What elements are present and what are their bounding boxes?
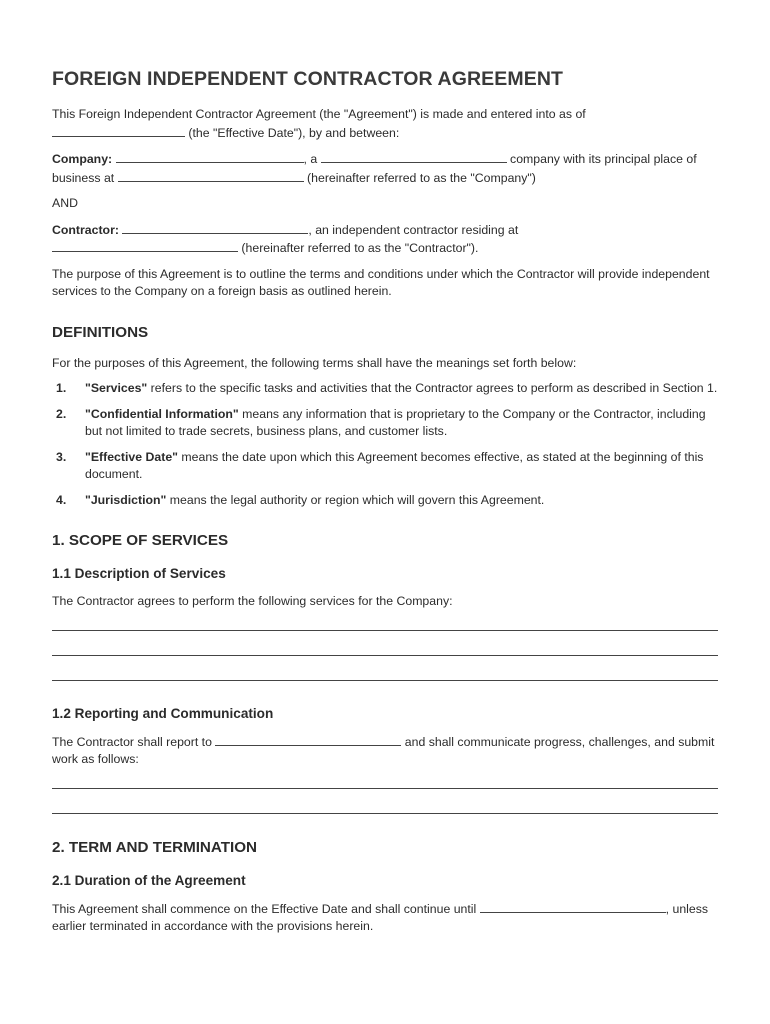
- company-label: Company:: [52, 152, 113, 166]
- definition-term: "Jurisdiction": [85, 492, 167, 507]
- definitions-intro: For the purposes of this Agreement, the following terms shall have the meanings set forth below:: [52, 355, 577, 370]
- section-1-heading: 1. SCOPE OF SERVICES: [52, 532, 229, 549]
- contractor-name-blank[interactable]: [122, 221, 308, 234]
- definition-item: [52, 380, 718, 398]
- definition-number: 1.: [56, 381, 67, 395]
- reporting-blank-line-1[interactable]: [52, 788, 718, 789]
- section-1-2-text: [52, 733, 718, 769]
- definition-text: means the date upon which this Agreement becomes effective, as stated at the beginning of this document.: [85, 449, 704, 481]
- section-1-1-text: The Contractor agrees to perform the following services for the Company:: [52, 594, 453, 608]
- definition-text: refers to the specific tasks and activities that the Contractor agrees to perform as described in Section 1.: [147, 381, 718, 395]
- company-paragraph: [52, 150, 718, 187]
- definition-term: "Confidential Information": [85, 406, 239, 421]
- definition-text: means the legal authority or region which will govern this Agreement.: [166, 492, 545, 507]
- section-2-1-heading: 2.1 Duration of the Agreement: [52, 872, 246, 888]
- section-1-1-heading: 1.1 Description of Services: [52, 566, 226, 581]
- definition-term: "Effective Date": [85, 449, 178, 464]
- definition-item: [52, 406, 718, 441]
- definitions-heading: DEFINITIONS: [52, 323, 149, 341]
- report-to-blank[interactable]: [215, 733, 401, 746]
- end-date-blank[interactable]: [480, 900, 666, 913]
- company-address-blank[interactable]: [118, 169, 304, 182]
- services-blank-line-3[interactable]: [52, 680, 718, 681]
- section-2-1-text-after: , unless earlier terminated in accordance with the provisions herein.: [52, 901, 709, 933]
- company-name-blank[interactable]: [116, 150, 304, 163]
- section-2-1-text: [52, 900, 718, 936]
- definition-term: "Services": [85, 381, 148, 395]
- company-text-4: (hereinafter referred to as the "Company"): [303, 170, 536, 185]
- section-1-2-heading: 1.2 Reporting and Communication: [52, 705, 274, 721]
- section-2-heading: 2. TERM AND TERMINATION: [52, 838, 258, 856]
- definition-number: 4.: [56, 492, 67, 507]
- definitions-list: [52, 380, 718, 509]
- effective-date-blank[interactable]: [52, 124, 185, 137]
- definition-number: 2.: [56, 406, 67, 421]
- contractor-label: Contractor:: [52, 222, 119, 237]
- definition-item: [52, 492, 718, 510]
- purpose-paragraph: The purpose of this Agreement is to outline the terms and conditions under which the Contractor will provide independent services to the Company on a foreign basis as outlined herein.: [52, 266, 710, 298]
- company-text-3: company with its principal place of business at: [52, 152, 697, 185]
- intro-paragraph: [52, 106, 718, 142]
- company-text-2: , a: [303, 152, 321, 166]
- section-2-1-text-before: This Agreement shall commence on the Effective Date and shall continue until: [52, 901, 480, 916]
- section-1-2-text-after: and shall communicate progress, challenges, and submit work as follows:: [52, 734, 715, 766]
- and-text: AND: [52, 196, 78, 210]
- section-1-2-text-before: The Contractor shall report to: [52, 734, 216, 749]
- contractor-text-3: (hereinafter referred to as the "Contractor").: [238, 241, 479, 255]
- definition-text: means any information that is proprietary to the Company or the Contractor, including but not limited to trade secrets, business plans, and customer lists.: [85, 406, 706, 438]
- definition-number: 3.: [56, 449, 67, 464]
- intro-line-1: This Foreign Independent Contractor Agreement (the "Agreement") is made and entered into as of: [52, 107, 586, 121]
- services-blank-line-1[interactable]: [52, 630, 718, 631]
- contractor-address-blank[interactable]: [52, 239, 238, 252]
- contractor-paragraph: [52, 221, 718, 258]
- services-blank-line-2[interactable]: [52, 655, 718, 656]
- contractor-text-2: , an independent contractor residing at: [308, 222, 519, 237]
- reporting-blank-line-2[interactable]: [52, 813, 718, 814]
- document-title: FOREIGN INDEPENDENT CONTRACTOR AGREEMENT: [52, 68, 564, 90]
- definition-item: [52, 449, 718, 484]
- intro-line-2: (the "Effective Date"), by and between:: [185, 125, 400, 140]
- company-type-blank[interactable]: [321, 150, 507, 163]
